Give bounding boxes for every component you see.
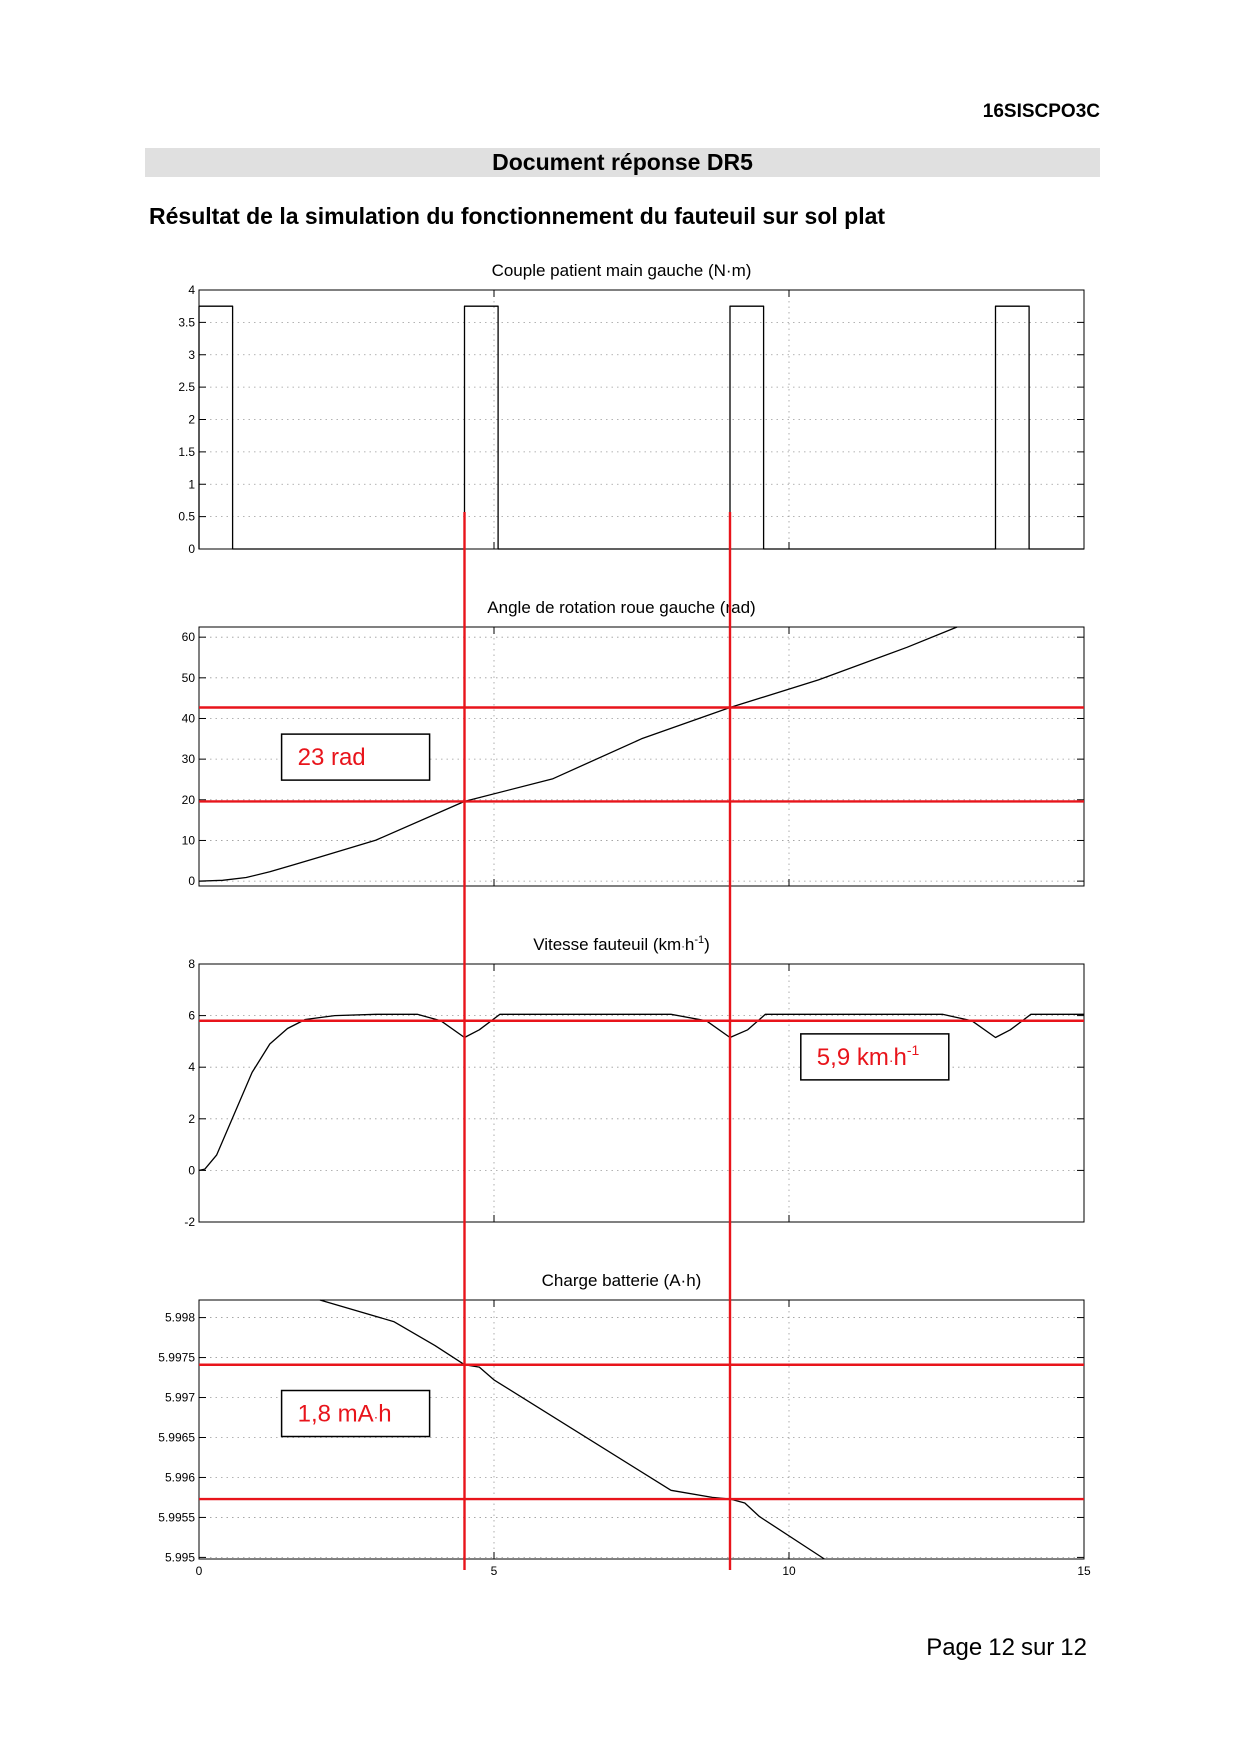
y-tick-label: 1.5	[178, 444, 195, 459]
annotation-label: 23 rad	[297, 744, 366, 772]
y-tick-label: 8	[188, 957, 195, 971]
section-title: Résultat de la simulation du fonctionnement du fauteuil sur sol plat	[149, 203, 886, 229]
document-code: 16SISCPO3C	[982, 101, 1100, 122]
y-tick-label: 5.998	[164, 1310, 195, 1325]
series-line-couple	[199, 306, 1084, 549]
chart-panel-3	[184, 934, 1084, 1229]
y-tick-label: 3	[188, 347, 195, 362]
y-tick-label: 40	[181, 711, 195, 726]
series-line-vitesse	[199, 1014, 1084, 1170]
y-tick-label: 4	[188, 283, 195, 297]
chart-title: Angle de rotation roue gauche (rad)	[487, 598, 756, 617]
y-tick-label: 5.9955	[158, 1510, 195, 1525]
page-footer	[926, 1634, 1093, 1662]
y-tick-label: 50	[181, 670, 195, 685]
x-tick-label: 10	[782, 1564, 796, 1578]
document-title: Document réponse DR5	[492, 149, 753, 175]
y-tick-label: 5.995	[164, 1550, 195, 1565]
axes-box	[199, 964, 1084, 1222]
y-tick-label: 5.9975	[158, 1350, 195, 1365]
y-tick-label: 5.9965	[158, 1430, 195, 1445]
y-tick-label: 2	[188, 412, 195, 427]
y-tick-label: 30	[181, 752, 195, 767]
chart-title: Couple patient main gauche (N·m)	[491, 261, 752, 280]
page-word: Page	[926, 1634, 983, 1661]
of-word: sur	[1020, 1634, 1055, 1661]
y-tick-label: 0	[188, 1163, 195, 1178]
x-tick-label: 5	[490, 1564, 498, 1578]
x-tick-label: 15	[1077, 1564, 1091, 1578]
x-tick-label: 0	[195, 1564, 203, 1578]
y-tick-label: 0	[188, 874, 195, 889]
y-tick-label: 2.5	[178, 380, 195, 395]
y-tick-label: 5.997	[164, 1390, 195, 1405]
y-tick-label: 3.5	[178, 315, 195, 330]
y-tick-label: 6	[188, 1008, 195, 1023]
annotation-label: 5,9 $km\cdot h^{-1}$	[816, 1041, 920, 1071]
y-tick-label: 0	[188, 542, 195, 556]
y-tick-label: 0.5	[178, 509, 195, 524]
chart-panel-1	[178, 261, 1084, 556]
y-tick-label: 60	[181, 630, 195, 645]
y-tick-label: 4	[188, 1060, 195, 1075]
page-number: 12	[988, 1634, 1015, 1661]
y-tick-label: 2	[188, 1111, 195, 1126]
y-tick-label: 1	[188, 477, 195, 492]
chart-title: Charge batterie (A·h)	[541, 1271, 702, 1290]
y-tick-label: 10	[181, 833, 195, 848]
annotation-label: 1,8 mA·h	[297, 1400, 392, 1428]
y-tick-label: -2	[184, 1215, 195, 1229]
y-tick-label: 20	[181, 792, 195, 807]
chart-title: Vitesse fauteuil $(km\cdot h^{-1})$	[533, 934, 710, 954]
y-tick-label: 5.996	[164, 1470, 195, 1485]
page-total: 12	[1060, 1634, 1087, 1661]
